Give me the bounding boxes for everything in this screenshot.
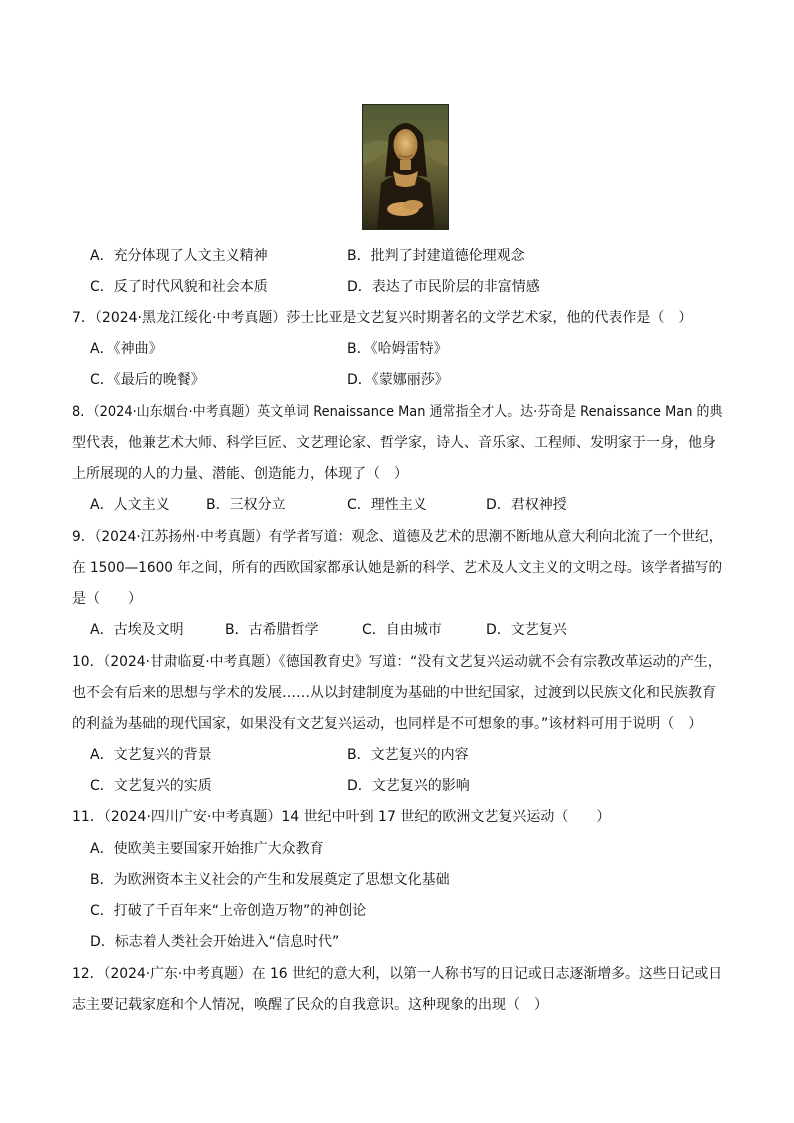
q11-option-c: C．打破了千百年来“上帝创造万物”的神创论 (90, 903, 367, 919)
q9-stem-line-2: 在 1500—1600 年之间，所有的西欧国家都承认她是新的科学、艺术及人文主义的文明之母。该学者描写的 (72, 560, 723, 576)
q6-option-d: D．表达了市民阶层的非富情感 (347, 279, 540, 295)
q11-stem: 11．（2024·四川广安·中考真题）14 世纪中叶到 17 世纪的欧洲文艺复兴运动（ ） (72, 809, 611, 825)
mona-lisa-image (363, 105, 448, 229)
q10-stem-line-1: 10．（2024·甘肃临夏·中考真题）《德国教育史》写道：“没有文艺复兴运动就不会有宗教改革运动的产生， (72, 654, 722, 670)
q8-stem-line-2: 型代表，他兼艺术大师、科学巨匠、文艺理论家、哲学家，诗人、音乐家、工程师、发明家于一身，他身 (72, 435, 716, 451)
q8-option-c: C．理性主义 (347, 497, 427, 513)
q6-option-b: B．批判了封建道德伦理观念 (347, 248, 525, 264)
q8-stem-line-1: 8．（2024·山东烟台·中考真题）英文单词 Renaissance Man 通常指全才人。达·芬奇是 Renaissance Man 的典 (72, 404, 723, 420)
q9-stem-line-1: 9．（2024·江苏扬州·中考真题）有学者写道：观念、道德及艺术的思潮不断地从意大利向北流了一个世纪， (72, 529, 723, 545)
q9-option-d: D．文艺复兴 (486, 622, 567, 638)
q12-stem-line-1: 12．（2024·广东·中考真题）在 16 世纪的意大利，以第一人称书写的日记或日志逐渐增多。这些日记或日 (72, 966, 723, 982)
q6-option-a: A．充分体现了人文主义精神 (90, 248, 268, 264)
q8-option-d: D．君权神授 (486, 497, 567, 513)
q10-stem-line-2: 也不会有后来的思想与学术的发展……从以封建制度为基础的中世纪国家，过渡到以民族文化和民族教育 (72, 685, 716, 701)
q7-stem: 7．（2024·黑龙江绥化·中考真题）莎士比亚是文艺复兴时期著名的文学艺术家，他的代表作是（ ） (72, 310, 693, 326)
q10-option-c: C．文艺复兴的实质 (90, 778, 212, 794)
q10-option-b: B．文艺复兴的内容 (347, 747, 469, 763)
q11-option-b: B．为欧洲资本主义社会的产生和发展奠定了思想文化基础 (90, 872, 450, 888)
q9-option-b: B．古希腊哲学 (225, 622, 319, 638)
q10-option-d: D．文艺复兴的影响 (347, 778, 470, 794)
q9-stem-line-3: 是（ ） (72, 591, 142, 607)
q10-option-a: A．文艺复兴的背景 (90, 747, 212, 763)
mona-lisa-painting (362, 104, 449, 230)
q7-option-a: A．《神曲》 (90, 341, 163, 357)
q8-stem-line-3: 上所展现的人的力量、潜能、创造能力，体现了（ ） (72, 466, 408, 482)
q8-option-a: A．人文主义 (90, 497, 170, 513)
q10-stem-line-3: 的利益为基础的现代国家，如果没有文艺复兴运动，也同样是不可想象的事。”该材料可用于说明（ ） (72, 716, 703, 732)
q11-option-d: D．标志着人类社会开始进入“信息时代” (90, 934, 340, 950)
q11-option-a: A．使欧美主要国家开始推广大众教育 (90, 841, 324, 857)
q7-option-d: D．《蒙娜丽莎》 (347, 372, 449, 388)
q9-option-c: C．自由城市 (362, 622, 442, 638)
q7-option-c: C．《最后的晚餐》 (90, 372, 205, 388)
q9-option-a: A．古埃及文明 (90, 622, 184, 638)
q7-option-b: B．《哈姆雷特》 (347, 341, 448, 357)
q8-option-b: B．三权分立 (206, 497, 286, 513)
q6-option-c: C．反了时代风貌和社会本质 (90, 279, 268, 295)
q12-stem-line-2: 志主要记载家庭和个人情况，唤醒了民众的自我意识。这种现象的出现（ ） (72, 997, 548, 1013)
